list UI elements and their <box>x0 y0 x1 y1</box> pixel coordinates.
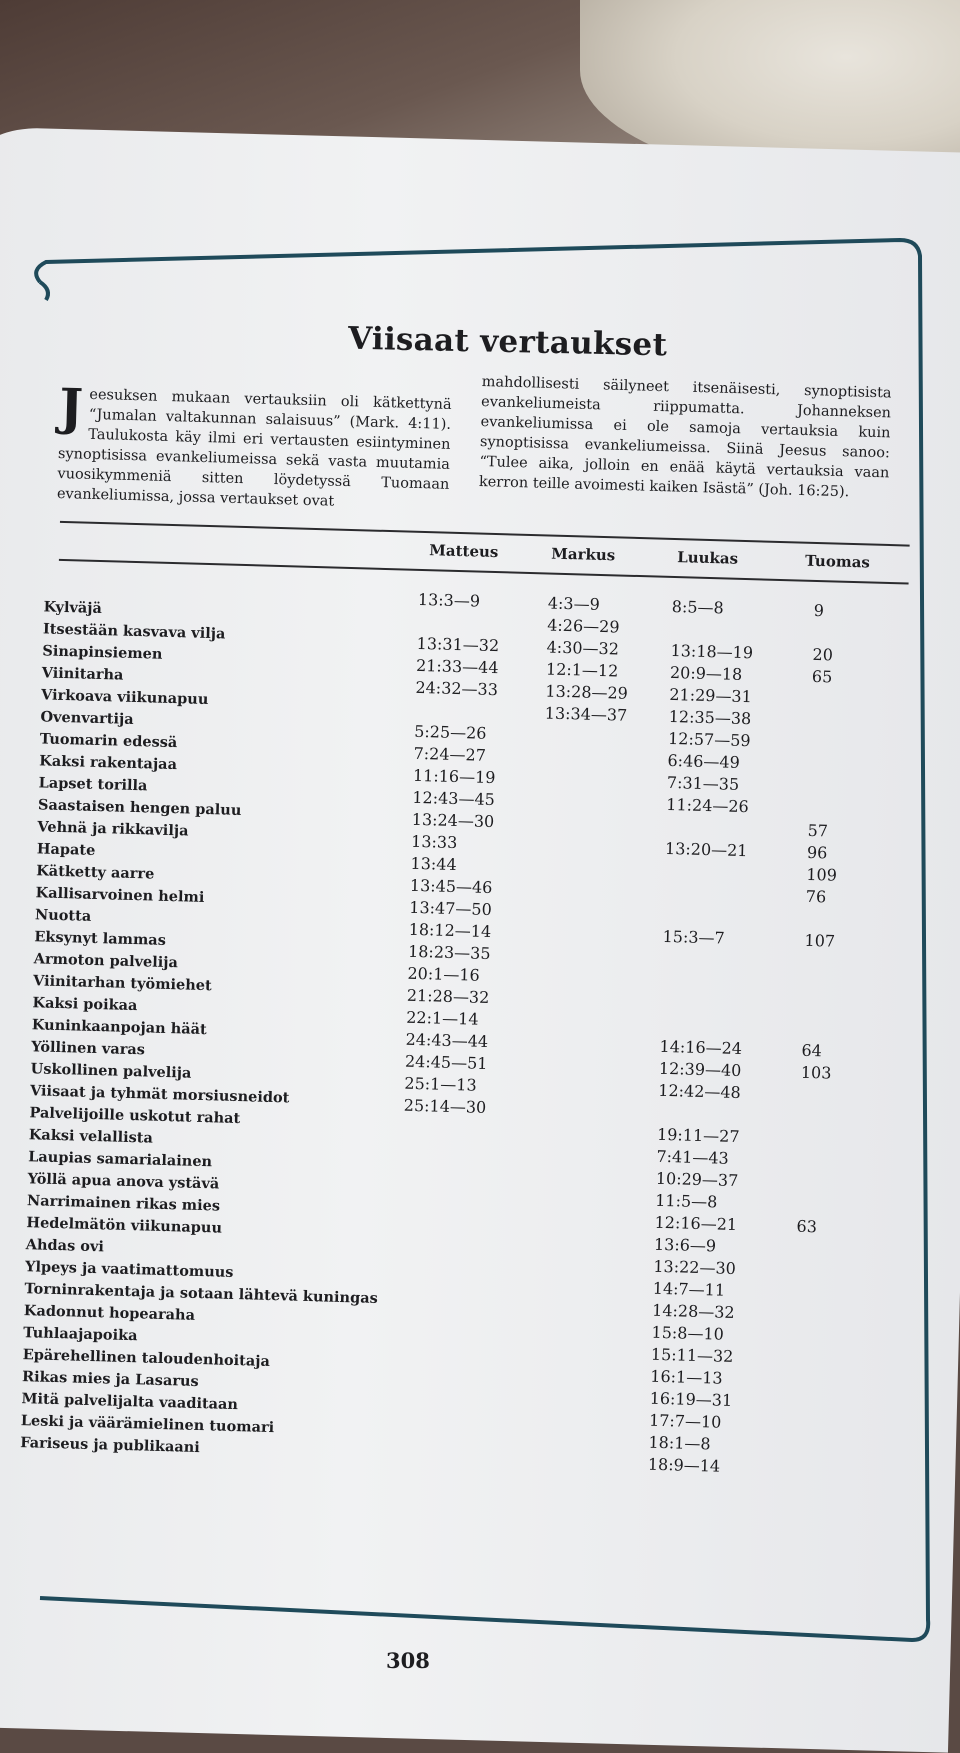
luukas-ref: 14:16—24 <box>659 1036 743 1059</box>
luukas-ref: 15:8—10 <box>651 1322 725 1344</box>
parable-name: Sinapinsiemen <box>42 642 163 663</box>
markus-ref: 4:30—32 <box>546 637 620 659</box>
luukas-column <box>648 596 755 1478</box>
matteus-ref: 13:33 <box>410 831 458 853</box>
matteus-ref: 20:1—16 <box>407 963 481 985</box>
luukas-ref: 13:20—21 <box>664 838 748 861</box>
parable-name: Kaksi velallista <box>28 1126 154 1147</box>
parable-name: Leski ja väärämielinen tuomari <box>20 1412 275 1437</box>
matteus-ref: 13:31—32 <box>416 633 500 656</box>
tuomas-ref <box>813 622 844 645</box>
parable-name: Ahdas ovi <box>25 1236 105 1256</box>
markus-ref: 13:28—29 <box>545 681 629 703</box>
luukas-ref: 11:5—8 <box>654 1190 718 1212</box>
markus-ref: 13:34—37 <box>544 703 628 725</box>
intro-left-column <box>56 377 452 515</box>
parable-name: Yöllinen varas <box>31 1038 146 1059</box>
tuomas-ref <box>800 1084 831 1107</box>
parable-name: Mitä palvelijalta vaaditaan <box>21 1390 239 1414</box>
luukas-ref: 12:57—59 <box>667 728 751 751</box>
parable-name: Tuomarin edessä <box>39 730 178 752</box>
parable-name: Viinitarha <box>41 664 124 684</box>
parable-name: Kaksi poikaa <box>32 994 138 1015</box>
tuomas-column <box>796 600 844 1239</box>
parable-name: Vehnä ja rikkavilja <box>37 818 189 840</box>
parable-name: Saastaisen hengen paluu <box>37 796 242 820</box>
luukas-ref: 21:29—31 <box>669 684 753 707</box>
luukas-ref: 19:11—27 <box>656 1124 740 1147</box>
tuomas-ref <box>810 732 841 755</box>
tuomas-ref: 109 <box>806 864 838 885</box>
luukas-ref: 17:7—10 <box>648 1410 722 1432</box>
matteus-ref: 21:28—32 <box>406 985 490 1008</box>
parable-name: Laupias samarialainen <box>27 1148 213 1171</box>
luukas-ref <box>665 816 748 840</box>
matteus-ref: 18:23—35 <box>407 941 491 964</box>
luukas-ref: 6:46—49 <box>667 750 741 772</box>
luukas-ref <box>660 992 743 1016</box>
luukas-ref: 15:3—7 <box>662 926 725 948</box>
luukas-ref: 12:35—38 <box>668 706 752 729</box>
parable-name: Kuninkaanpojan häät <box>31 1016 207 1039</box>
tuomas-ref <box>811 688 842 711</box>
tuomas-ref: 96 <box>806 842 828 863</box>
parable-name: Eksynyt lammas <box>34 928 167 949</box>
markus-ref: 4:3—9 <box>547 593 601 614</box>
luukas-ref <box>660 1014 743 1038</box>
luukas-ref: 13:18—19 <box>670 640 754 663</box>
tuomas-ref: 9 <box>813 600 825 621</box>
page-title: Viisaat vertaukset <box>347 320 668 364</box>
matteus-column <box>403 589 500 1119</box>
matteus-ref: 25:14—30 <box>403 1095 487 1117</box>
header-markus: Markus <box>551 544 616 565</box>
parable-name: Itsestään kasvava vilja <box>42 620 226 643</box>
matteus-ref <box>417 611 500 635</box>
tuomas-ref <box>803 974 834 997</box>
matteus-ref: 13:3—9 <box>417 589 481 611</box>
tuomas-ref: 20 <box>812 644 834 665</box>
matteus-ref: 25:1—13 <box>404 1073 477 1095</box>
luukas-ref <box>663 904 746 928</box>
parable-name: Ovenvartija <box>40 708 134 728</box>
luukas-ref: 10:29—37 <box>655 1168 739 1191</box>
tuomas-ref <box>809 754 840 777</box>
intro-right-column: mahdollisesti säilyneet itsenäisesti, synoptisista evankeliumeista riippumatta. Johanneksen evankeliumissa ei ole samoja vertauksia kuin synoptisissa evankeliumeissa. Siinä Jeesus sanoo: “Tulee aika, jolloin en enää käytä vertauksia vaan kerron teille avoimesti kaiken Isästä” (Joh. 16:25). <box>478 373 892 501</box>
luukas-ref: 13:22—30 <box>653 1256 737 1278</box>
luukas-ref <box>657 1102 740 1126</box>
parable-name: Hapate <box>36 840 96 859</box>
matteus-ref: 11:16—19 <box>412 765 496 788</box>
matteus-ref: 13:47—50 <box>409 897 493 920</box>
luukas-ref: 16:19—31 <box>649 1388 733 1410</box>
tuomas-ref <box>802 996 833 1019</box>
tuomas-ref <box>805 908 836 931</box>
header-luukas: Luukas <box>676 548 739 568</box>
parable-name: Rikas mies ja Lasarus <box>21 1368 199 1391</box>
tuomas-ref <box>797 1172 828 1195</box>
parable-name: Viinitarhan työmiehet <box>32 972 212 995</box>
header-tuomas: Tuomas <box>804 551 871 572</box>
parable-name: Kylväjä <box>43 598 103 618</box>
parable-name: Kaksi rakentajaa <box>39 752 178 774</box>
parable-name: Hedelmätön viikunapuu <box>26 1214 223 1237</box>
matteus-ref: 21:33—44 <box>415 655 499 678</box>
tuomas-ref <box>810 710 841 733</box>
luukas-ref: 13:6—9 <box>653 1234 717 1256</box>
table-header-rule <box>59 559 909 584</box>
luukas-ref: 12:39—40 <box>658 1058 742 1081</box>
parable-names-column <box>19 596 379 1462</box>
tuomas-ref <box>804 952 835 975</box>
luukas-ref: 14:7—11 <box>652 1278 726 1300</box>
parable-name: Lapset torilla <box>38 774 148 795</box>
parable-name: Tuhlaajapoika <box>23 1324 138 1345</box>
parable-name: Nuotta <box>34 906 92 925</box>
tuomas-ref <box>799 1128 830 1151</box>
parable-name: Narrimainen rikas mies <box>26 1192 221 1215</box>
parable-name: Epärehellinen taloudenhoitaja <box>22 1346 271 1371</box>
tuomas-ref <box>809 776 840 799</box>
parable-name: Uskollinen palvelija <box>30 1060 192 1082</box>
luukas-ref <box>661 970 744 994</box>
matteus-ref: 7:24—27 <box>413 743 487 765</box>
parable-name: Viisaat ja tyhmät morsiusneidot <box>29 1082 290 1107</box>
luukas-ref: 12:42—48 <box>658 1080 742 1103</box>
parable-name: Kätketty aarre <box>35 862 155 883</box>
matteus-ref: 13:24—30 <box>411 809 495 832</box>
tuomas-ref <box>808 798 839 821</box>
parable-name: Torninrakentaja ja sotaan lähtevä kuningas <box>24 1280 379 1308</box>
parable-name: Kadonnut hopearaha <box>23 1302 196 1324</box>
page-number: 308 <box>386 1648 430 1673</box>
matteus-ref: 5:25—26 <box>413 721 487 743</box>
luukas-ref: 18:1—8 <box>648 1432 711 1454</box>
luukas-ref: 20:9—18 <box>669 662 743 684</box>
parable-name: Fariseus ja publikaani <box>19 1434 201 1457</box>
tuomas-ref: 103 <box>800 1062 832 1083</box>
markus-ref: 4:26—29 <box>547 615 620 637</box>
luukas-ref: 15:11—32 <box>650 1344 734 1366</box>
tuomas-ref: 65 <box>811 666 833 687</box>
tuomas-ref: 64 <box>801 1040 823 1061</box>
matteus-ref: 13:44 <box>410 853 457 875</box>
luukas-ref: 14:28—32 <box>651 1300 735 1322</box>
luukas-ref: 12:16—21 <box>654 1212 738 1235</box>
intro-left-text: eesuksen mukaan vertauksiin oli kätkettynä “Jumalan valtakunnan salaisuus” (Mark. 4:11). Taulukosta käy ilmi eri vertausten esiintyminen synoptisissa evankeliumeissa sekä vasta muutamia vuosikymmeniä sitten löydetyssä Tuomaan evankeliumissa, jossa vertaukset ovat <box>56 386 452 510</box>
matteus-ref: 24:43—44 <box>405 1029 489 1051</box>
tuomas-ref: 63 <box>796 1216 818 1237</box>
tuomas-ref: 57 <box>807 820 829 841</box>
tuomas-ref <box>797 1194 828 1217</box>
matteus-ref: 18:12—14 <box>408 919 492 942</box>
matteus-ref: 22:1—14 <box>405 1007 479 1029</box>
luukas-ref: 18:9—14 <box>647 1454 721 1476</box>
header-matteus: Matteus <box>429 541 499 562</box>
parable-name: Armoton palvelija <box>33 950 179 972</box>
luukas-ref: 8:5—8 <box>671 596 725 618</box>
matteus-ref: 13:45—46 <box>409 875 493 898</box>
drop-cap: J <box>58 377 84 437</box>
matteus-ref: 24:32—33 <box>415 677 499 700</box>
markus-column <box>544 592 630 726</box>
luukas-ref: 11:24—26 <box>666 794 750 817</box>
tuomas-ref <box>798 1150 829 1173</box>
luukas-ref: 16:1—13 <box>650 1366 723 1388</box>
luukas-ref <box>664 882 747 906</box>
matteus-ref <box>415 699 498 723</box>
tuomas-ref: 76 <box>805 886 827 907</box>
tuomas-ref: 107 <box>804 930 836 951</box>
matteus-ref: 24:45—51 <box>404 1051 488 1073</box>
luukas-ref: 7:31—35 <box>666 772 740 794</box>
parable-name: Palvelijoille uskotut rahat <box>29 1104 241 1128</box>
markus-ref: 12:1—12 <box>545 659 619 681</box>
matteus-ref: 12:43—45 <box>412 787 496 810</box>
parables-table <box>0 520 909 1604</box>
luukas-ref <box>671 618 754 642</box>
parable-name: Kallisarvoinen helmi <box>35 884 205 907</box>
tuomas-ref <box>799 1106 830 1129</box>
parable-name: Yöllä apua anova ystävä <box>27 1170 220 1193</box>
luukas-ref: 7:41—43 <box>656 1146 730 1168</box>
tuomas-ref <box>802 1018 833 1041</box>
parable-name: Ylpeys ja vaatimattomuus <box>24 1258 234 1281</box>
luukas-ref <box>662 948 745 972</box>
parable-name: Virkoava viikunapuu <box>40 686 209 709</box>
luukas-ref <box>664 860 747 884</box>
